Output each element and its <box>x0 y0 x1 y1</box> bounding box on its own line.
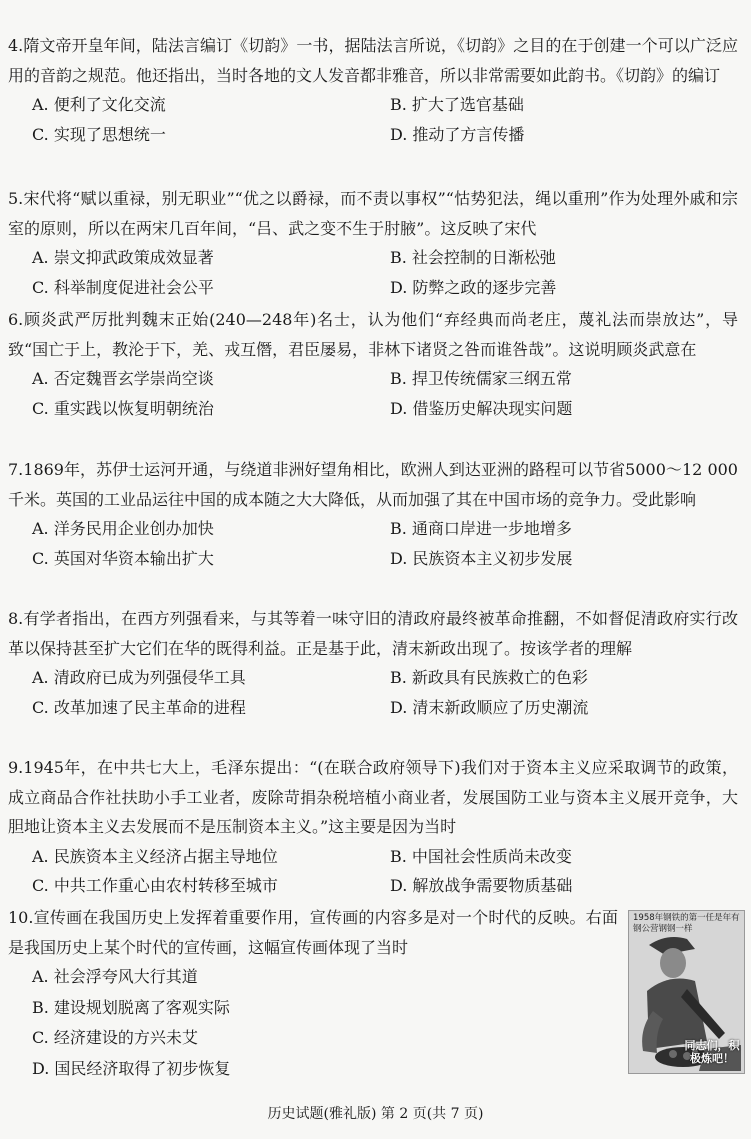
answer-options <box>8 90 738 149</box>
question-stem: 4.隋文帝开皇年间，陆法言编订《切韵》一书，据陆法言所说，《切韵》之目的在于创建一个可以广泛应用的音韵之规范。他还指出，当时各地的文人发音都非雅音，所以非常需要如此韵书。《切韵》的编订 <box>8 36 738 85</box>
question-9 <box>8 753 738 901</box>
option-a: A. 便利了文化交流 <box>32 95 166 114</box>
answer-options <box>8 842 738 901</box>
poster-caption: 1958年钢铁的第一任是年有钢公营钢钢一样 <box>633 913 740 934</box>
question-stem: 7.1869年，苏伊士运河开通，与绕道非洲好望角相比，欧洲人到达亚洲的路程可以节省5000～12 000千米。英国的工业品运往中国的成本随之大大降低，从而加强了其在中国市场的竞争力。受此影响 <box>8 460 738 509</box>
option-b: B. 新政具有民族救亡的色彩 <box>390 668 588 687</box>
option-d: D. 民族资本主义初步发展 <box>390 548 573 568</box>
option-b: B. 社会控制的日渐松弛 <box>390 248 556 267</box>
option-b: B. 中国社会性质尚未改变 <box>390 846 572 866</box>
answer-options <box>8 663 738 722</box>
option-d: D. 推动了方言传播 <box>390 124 525 144</box>
option-a: A. 否定魏晋玄学崇尚空谈 <box>32 369 214 388</box>
option-b: B. 捍卫传统儒家三纲五常 <box>390 369 572 388</box>
page-footer: 历史试题(雅礼版) 第 2 页(共 7 页) <box>267 1106 484 1122</box>
question-stem: 9.1945年，在中共七大上，毛泽东提出：“(在联合政府领导下)我们对于资本主义应采取调节的政策，成立商品合作社扶助小手工业者，废除苛捐杂税培植小商业者，发展国防工业与资本主义展开竞争，大胆地让资本主义去发展而不是压制资本主义。”这主要是因为当时 <box>8 758 738 836</box>
answer-options <box>8 243 738 302</box>
option-c: C. 改革加速了民主革命的进程 <box>32 697 246 717</box>
option-a: A. 民族资本主义经济占据主导地位 <box>32 846 278 866</box>
option-b: B. 扩大了选官基础 <box>390 95 524 114</box>
question-stem: 10.宣传画在我国历史上发挥着重要作用，宣传画的内容多是对一个时代的反映。右面是我国历史上某个时代的宣传画，这幅宣传画体现了当时 <box>8 908 618 957</box>
question-stem: 8.有学者指出，在西方列强看来，与其等着一味守旧的清政府最终被革命推翻，不如督促清政府实行改革以保持甚至扩大它们在华的既得利益。正是基于此，清末新政出现了。按该学者的理解 <box>8 609 738 658</box>
option-a: A. 洋务民用企业创办加快 <box>32 519 214 538</box>
option-d: D. 清末新政顺应了历史潮流 <box>390 697 589 717</box>
poster-slogan: 同志们，积极炼吧！ <box>684 1039 740 1065</box>
option-a: A. 崇文抑武政策成效显著 <box>32 248 214 267</box>
option-c: C. 英国对华资本输出扩大 <box>32 548 214 568</box>
question-6 <box>8 305 738 423</box>
propaganda-poster <box>628 910 745 1074</box>
question-8 <box>8 604 738 722</box>
answer-options <box>8 514 738 573</box>
question-7 <box>8 455 738 573</box>
option-c: C. 经济建设的方兴未艾 <box>32 1028 198 1047</box>
option-a: A. 清政府已成为列强侵华工具 <box>32 668 246 687</box>
option-d: D. 解放战争需要物质基础 <box>390 876 573 895</box>
question-4 <box>8 31 738 149</box>
option-d: D. 国民经济取得了初步恢复 <box>32 1058 231 1078</box>
option-a: A. 社会浮夸风大行其道 <box>32 967 198 986</box>
option-d: D. 借鉴历史解决现实问题 <box>390 398 573 418</box>
option-c: C. 中共工作重心由农村转移至城市 <box>32 876 278 895</box>
option-c: C. 实现了思想统一 <box>32 124 166 144</box>
option-c: C. 重实践以恢复明朝统治 <box>32 398 214 418</box>
answer-options <box>8 962 618 1084</box>
question-stem: 6.顾炎武严厉批判魏末正始(240—248年)名士，认为他们“弃经典而尚老庄，蔑礼法而崇放达”，导致“国亡于上，教沦于下，羌、戎互僭，君臣屡易，非林下诸贤之咎而谁咎哉”。这说明顾炎武意在 <box>8 310 738 359</box>
option-c: C. 科举制度促进社会公平 <box>32 277 214 297</box>
option-b: B. 建设规划脱离了客观实际 <box>32 997 230 1017</box>
option-b: B. 通商口岸进一步地增多 <box>390 519 572 538</box>
option-d: D. 防弊之政的逐步完善 <box>390 277 557 297</box>
question-10 <box>8 903 618 1084</box>
question-stem: 5.宋代将“赋以重禄，别无职业”“优之以爵禄，而不责以事权”“怙势犯法，绳以重刑”作为处理外戚和宗室的原则，所以在两宋几百年间，“吕、武之变不生于肘腋”。这反映了宋代 <box>8 189 738 238</box>
answer-options <box>8 364 738 423</box>
question-5 <box>8 184 738 302</box>
